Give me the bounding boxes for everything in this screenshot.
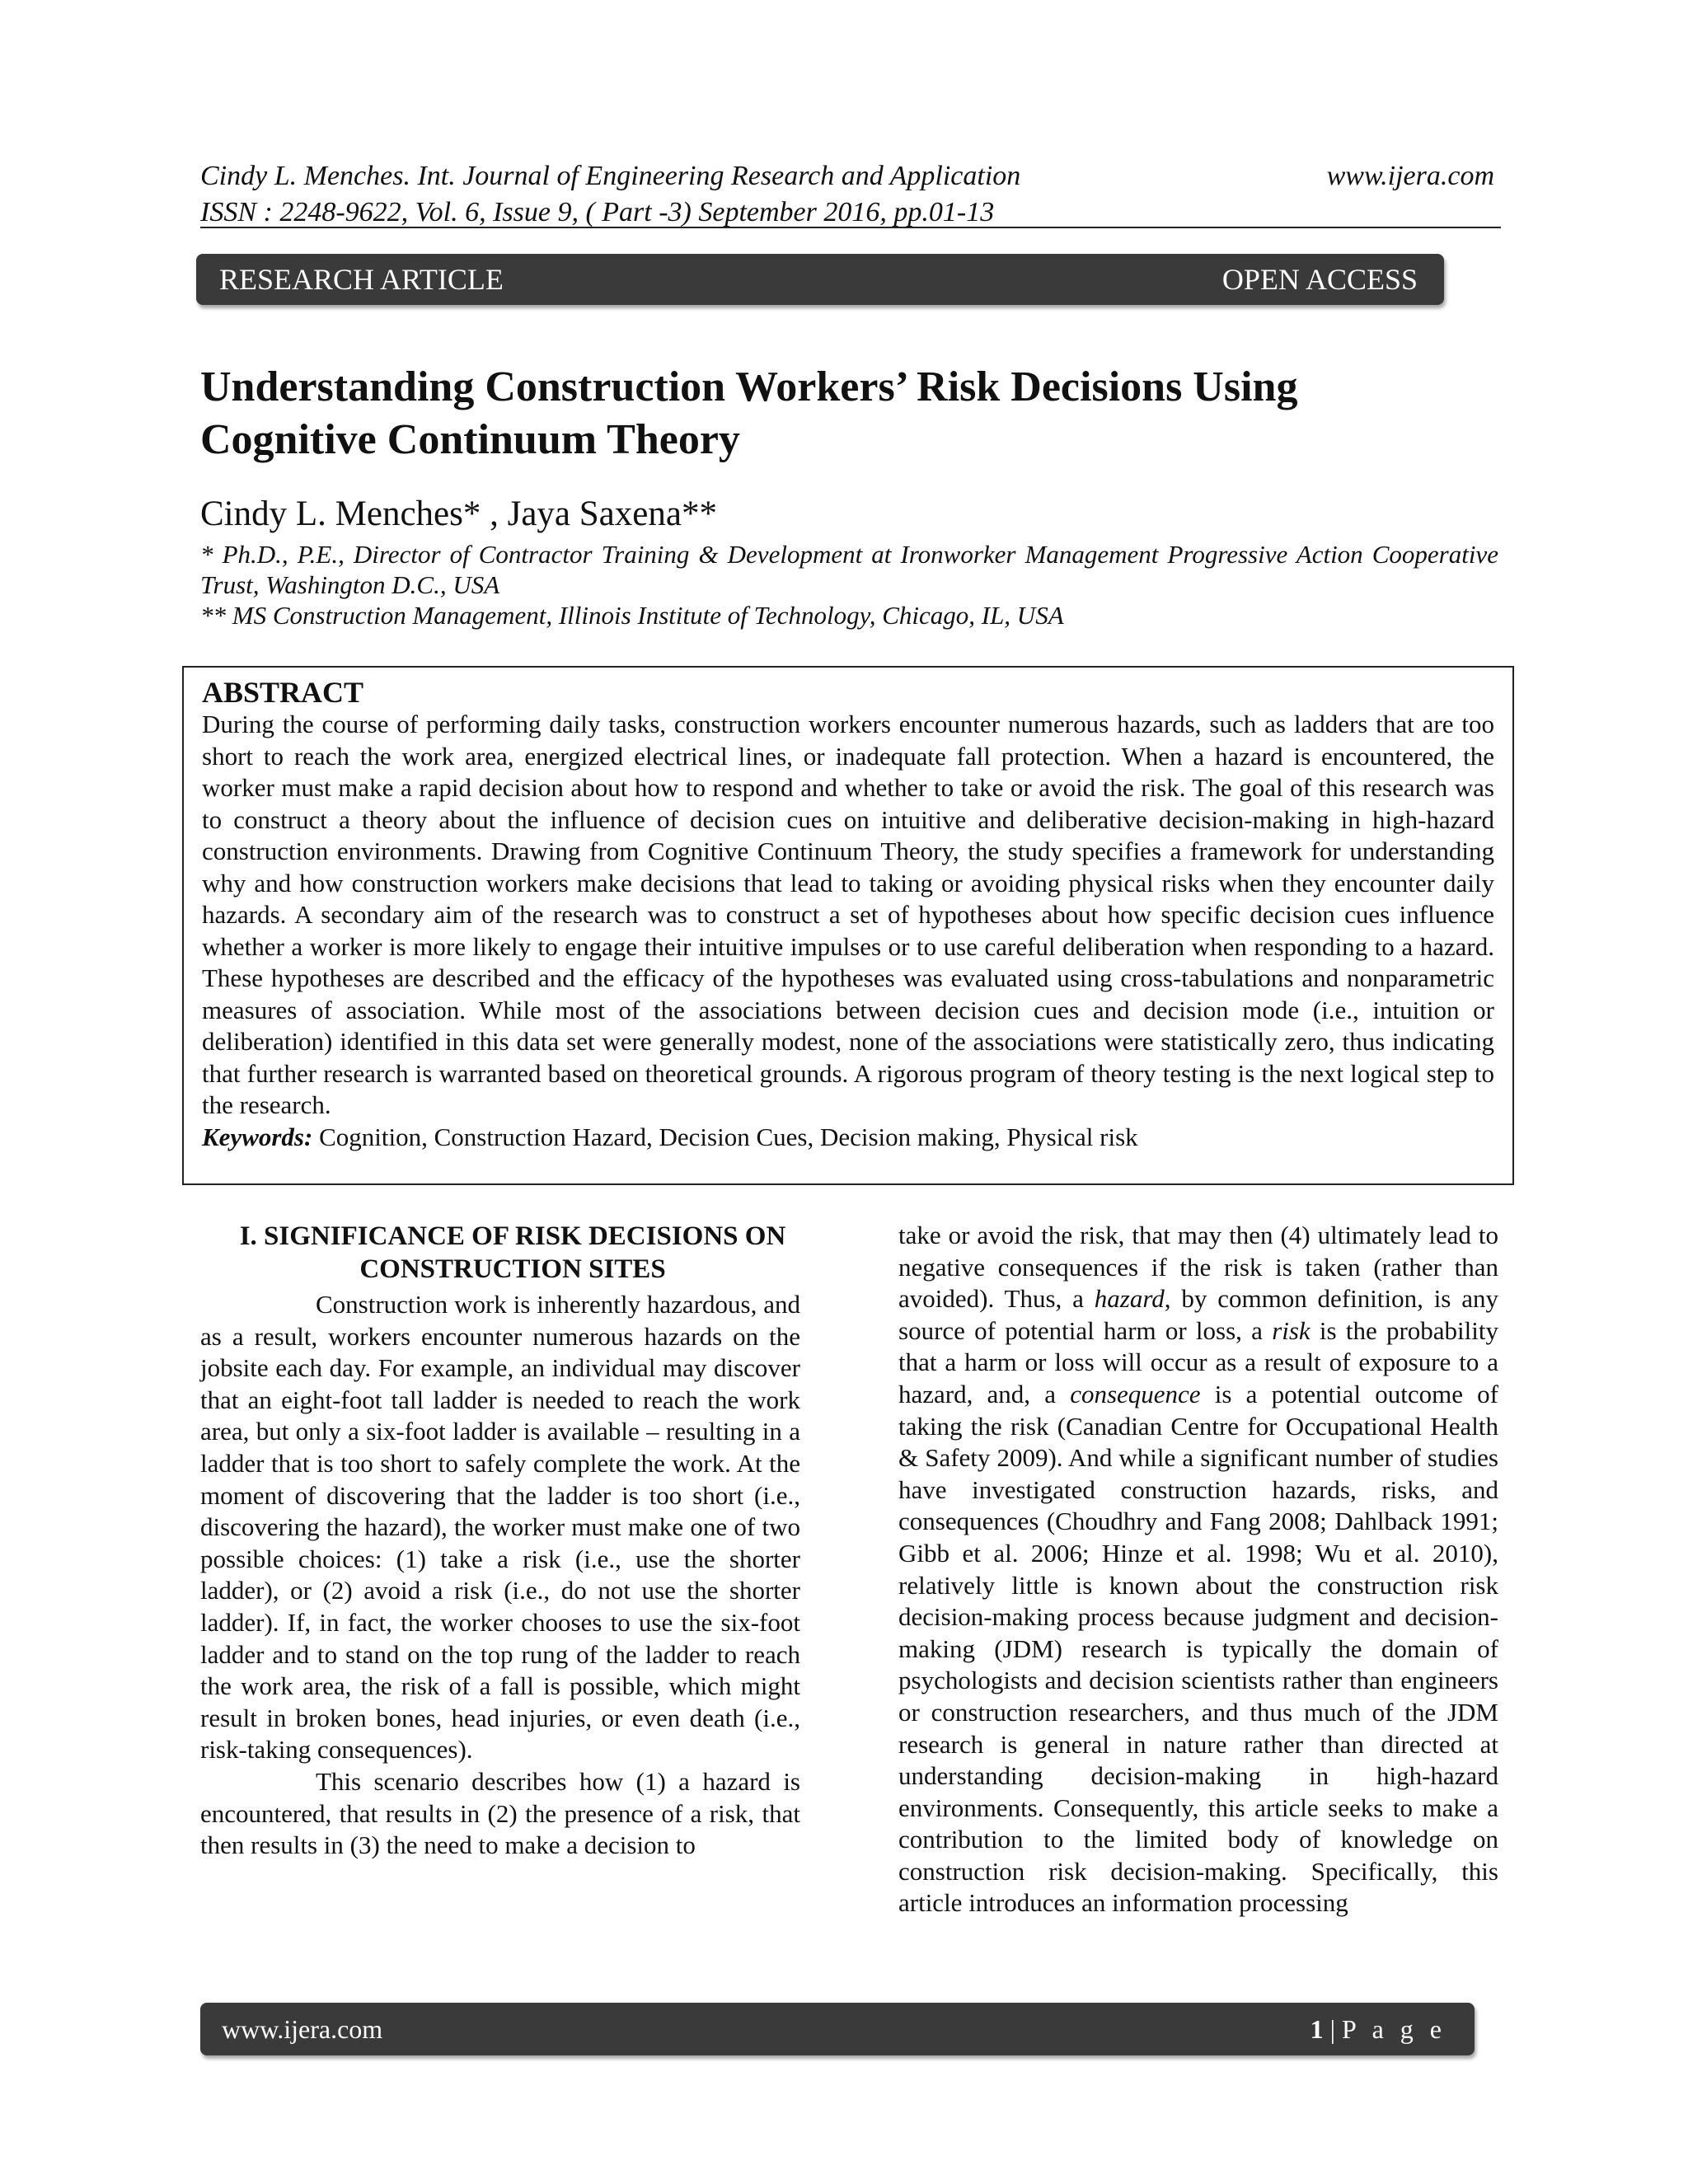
header-rule [200,227,1501,228]
paragraph: take or avoid the risk, that may then (4) ultimately lead to negative consequences if the risk is taken (rather than avoided). Thus, a hazard, by common definition, is any source of potential harm or loss, a risk is the probability that a harm or loss will occur as a result of exposure to a hazard, and, a consequence is a potential outcome of taking the risk (Canadian Centre for Occupational Health & Safety 2009). And while a significant number of studies have investigated construction hazards, risks, and consequences (Choudhry and Fang 2008; Dahlback 1991; Gibb et al. 2006; Hinze et al. 1998; Wu et al. 2010), relatively little is known about the construction risk decision-making process because judgment and decision-making (JDM) research is typically the domain of psychologists and decision scientists rather than engineers or construction researchers, and thus much of the JDM research is general in nature rather than directed at understanding decision-making in high-hazard environments. Consequently, this article seeks to make a contribution to the limited body of knowledge on construction risk decision-making. Specifically, this article introduces an information processing [898,1221,1499,1918]
running-header [200,158,1494,231]
abstract-text: During the course of performing daily tasks, construction workers encounter numerous hazards, such as ladders that are too short to reach the work area, energized electrical lines, or inadequate fall protection. When a hazard is encountered, the worker must make a rapid decision about how to respond and whether to take or avoid the risk. The goal of this research was to construct a theory about the influence of decision cues on intuitive and deliberative decision-making in high-hazard construction environments. Drawing from Cognitive Continuum Theory, the study specifies a framework for understanding why and how construction workers make decisions that lead to taking or avoiding physical risks when they encounter daily hazards. A secondary aim of the research was to construct a set of hypotheses about how specific decision cues influence whether a worker is more likely to engage their intuitive impulses or to use careful deliberation when responding to a hazard. These hypotheses are described and the efficacy of the hypotheses was evaluated using cross-tabulations and nonparametric measures of association. While most of the associations between decision cues and decision mode (i.e., intuition or deliberation) identified in this data set were generally modest, none of the associations were statistically zero, thus indicating that further research is warranted based on theoretical grounds. A rigorous program of theory testing is the next logical step to the research. [202,710,1494,1119]
abstract-box [182,666,1514,1185]
journal-citation: Cindy L. Menches. Int. Journal of Engineering Research and Application [200,161,1021,191]
authors: Cindy L. Menches* , Jaya Saxena** [200,494,717,533]
keywords-label: Keywords [202,1122,304,1151]
title-line-2: Cognitive Continuum Theory [200,416,740,463]
keywords-list: Cognition, Construction Hazard, Decision Cues, Decision making, Physical risk [312,1122,1138,1151]
issn-line: ISSN : 2248-9622, Vol. 6, Issue 9, ( Part -3) September 2016, pp.01-13 [200,197,995,227]
term-risk: risk [1272,1315,1311,1345]
keywords: Keywords: Cognition, Construction Hazard, Decision Cues, Decision making, Physical risk [202,1122,1138,1151]
affiliation-1: * Ph.D., P.E., Director of Contractor Training & Development at Ironworker Management Progressive Action Cooperative Trust, Washington D.C., USA [200,540,1498,599]
footer-website[interactable]: www.ijera.com [222,2013,383,2044]
page-number: 1 | P a g e [1310,2013,1447,2044]
abstract-heading: ABSTRACT [202,676,364,709]
section-heading: I. SIGNIFICANCE OF RISK DECISIONS ON CONSTRUCTION SITES [239,1221,786,1284]
page-footer [200,2003,1475,2055]
term-consequence: consequence [1070,1379,1201,1408]
article-type-banner [196,254,1444,305]
open-access-label: OPEN ACCESS [1221,263,1418,296]
affiliation-2: ** MS Construction Management, Illinois Institute of Technology, Chicago, IL, USA [200,601,1064,630]
title-line-1: Understanding Construction Workers’ Risk Decisions Using [200,363,1298,410]
left-column [200,1220,800,1862]
term-hazard: hazard [1094,1284,1165,1314]
right-column [898,1220,1498,1919]
paper-title [200,361,1478,466]
paragraph: This scenario describes how (1) a hazard is encountered, that results in (2) the presence of a risk, that then results in (3) the need to make a decision to [200,1766,800,1860]
paragraph: Construction work is inherently hazardous, and as a result, workers encounter numerous hazards on the jobsite each day. For example, an individual may discover that an eight-foot tall ladder is needed to reach the work area, but only a six-foot ladder is available – resulting in a ladder that is too short to safely complete the work. At the moment of discovering that the ladder is too short (i.e., discovering the hazard), the worker must make one of two possible choices: (1) take a risk (i.e., use the shorter ladder), or (2) avoid a risk (i.e., do not use the shorter ladder). If, in fact, the worker chooses to use the six-foot ladder and to stand on the top rung of the ladder to reach the work area, the risk of a fall is possible, which might result in broken bones, head injuries, or even death (i.e., risk-taking consequences). [200,1290,800,1765]
journal-website[interactable]: www.ijera.com [1326,161,1494,191]
research-article-label: RESEARCH ARTICLE [219,263,504,296]
affiliations [200,539,1498,630]
